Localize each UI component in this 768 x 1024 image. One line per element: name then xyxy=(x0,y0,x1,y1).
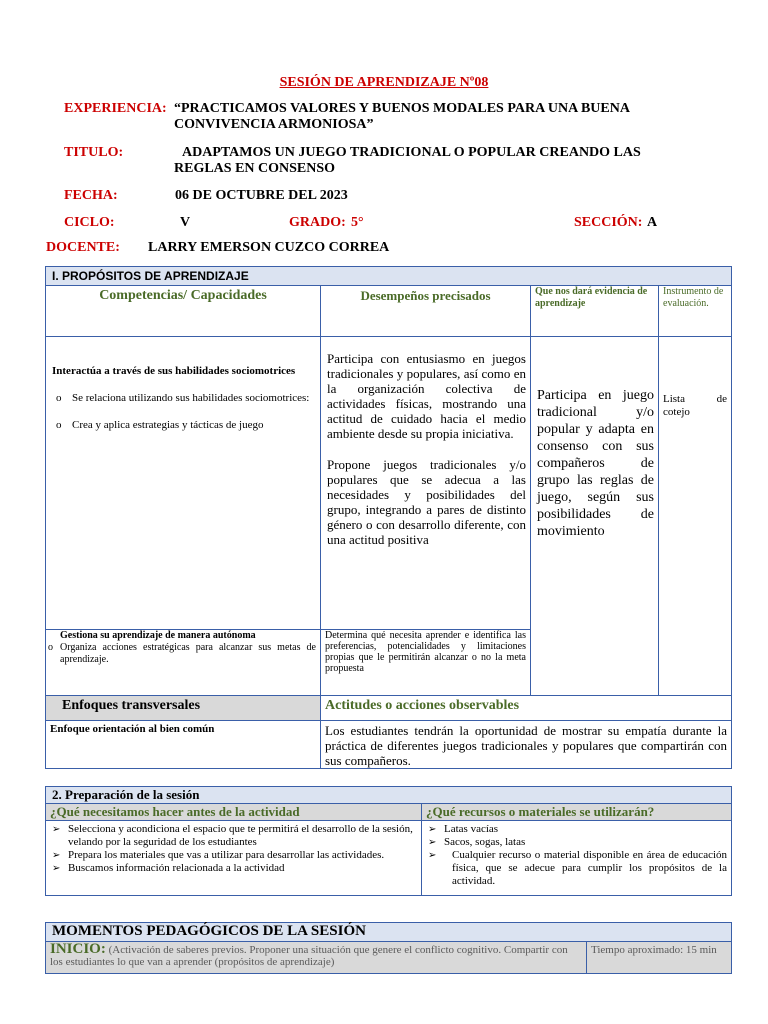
resource-item-3: ➢ Cualquier recurso o material disponible en área de educación física, que se adecue para cumplir los propósitos de la actividad. xyxy=(426,849,727,888)
before-item-3: ➢ Buscamos información relacionada a la actividad xyxy=(50,862,417,875)
inicio-label: INICIO: xyxy=(50,941,106,957)
capacidad-2: o Crea y aplica estrategias y tácticas de juego xyxy=(52,419,316,432)
desempenos-1 xyxy=(321,337,531,630)
competencia-1 xyxy=(46,337,321,630)
grado-value: 5° xyxy=(351,215,364,230)
instrumento-cell xyxy=(659,337,732,696)
actitudes-header: Actitudes o acciones observables xyxy=(321,696,732,721)
inicio-cell xyxy=(46,942,587,974)
resource-item-2: ➢ Sacos, sogas, latas xyxy=(426,836,727,849)
experiencia-label: EXPERIENCIA: xyxy=(64,101,167,116)
enfoque-cell: Enfoque orientación al bien común xyxy=(46,721,321,769)
docente-value: LARRY EMERSON CUZCO CORREA xyxy=(148,240,390,255)
inicio-text: (Activación de saberes previos. Proponer una situación que genere el conflicto cognitivo. Compartir con los estudiantes lo que van a aprender (propósitos de aprendizaje) xyxy=(50,944,568,968)
col-competencias: Competencias/ Capacidades xyxy=(46,286,321,337)
col-instrumento: Instrumento de evaluación. xyxy=(659,286,732,337)
before-item-1: ➢ Selecciona y acondiciona el espacio que te permitirá el desarrollo de la sesión, velando por la seguridad de los estudiantes xyxy=(50,823,417,849)
section3-title: MOMENTOS PEDAGÓGICOS DE LA SESIÓN xyxy=(46,923,732,942)
titulo-label: TITULO: xyxy=(64,145,124,160)
titulo-value: ADAPTAMOS UN JUEGO TRADICIONAL O POPULAR CREANDO LAS REGLAS EN CONSENSO xyxy=(174,145,641,176)
actitud-cell: Los estudiantes tendrán la oportunidad de mostrar su empatía durante la práctica de diferentes juegos tradicionales y populares que compartirán con sus compañeros. xyxy=(321,721,732,769)
moments-table xyxy=(45,922,732,974)
resources-header: ¿Qué recursos o materiales se utilizarán? xyxy=(422,804,732,821)
session-title: SESIÓN DE APRENDIZAJE Nº08 xyxy=(279,75,489,90)
desempeno-2: Propone juegos tradicionales y/o populares que se adecua a las necesidades y posibilidades del grupo, integrando a pares de distinto género o con desarrollo diferente, con una actitud positiva xyxy=(327,457,526,547)
experiencia-value: “PRACTICAMOS VALORES Y BUENOS MODALES PARA UNA BUENA CONVIVENCIA ARMONIOSA” xyxy=(174,101,630,132)
tiempo-cell: Tiempo aproximado: 15 min xyxy=(587,942,732,974)
before-activity-list xyxy=(46,821,422,896)
capacidad-1: o Se relaciona utilizando sus habilidades sociomotrices: xyxy=(52,392,316,405)
section2-title: 2. Preparación de la sesión xyxy=(46,787,732,804)
preparation-table xyxy=(45,786,732,896)
desempeno-1: Participa con entusiasmo en juegos tradicionales y populares, así como en la organización colectiva de actividades físicas, mostrando una actitud de cuidado hacia el medio ambiente desde su propia iniciativa. xyxy=(327,351,526,441)
col-desempenos: Desempeños precisados xyxy=(321,286,531,337)
ciclo-value: V xyxy=(180,215,191,230)
grado-label: GRADO: xyxy=(289,215,346,230)
purposes-table xyxy=(45,266,732,769)
fecha-value: 06 DE OCTUBRE DEL 2023 xyxy=(175,188,348,203)
competencia-2-cap: o Organiza acciones estratégicas para alcanzar sus metas de aprendizaje. xyxy=(48,642,316,665)
resource-item-1: ➢ Latas vacías xyxy=(426,823,727,836)
evidencia-cell xyxy=(531,337,659,696)
before-item-2: ➢ Prepara los materiales que vas a utilizar para desarrollar las actividades. xyxy=(50,849,417,862)
competencia-1-title: Interactúa a través de sus habilidades sociomotrices xyxy=(52,365,296,377)
enfoques-header: Enfoques transversales xyxy=(46,696,321,721)
fecha-label: FECHA: xyxy=(64,188,118,203)
docente-label: DOCENTE: xyxy=(46,240,120,255)
evidencia-text: Participa en juego tradicional y/o popular y adapta en consenso con sus compañeros de grupo las reglas de juego, según sus posibilidades de movimiento xyxy=(537,388,654,539)
seccion-label: SECCIÓN: xyxy=(574,215,643,230)
instrumento-text: Lista de cotejo xyxy=(663,393,728,418)
ciclo-label: CICLO: xyxy=(64,215,115,230)
before-activity-header: ¿Qué necesitamos hacer antes de la actividad xyxy=(46,804,422,821)
col-evidencia: Que nos dará evidencia de aprendizaje xyxy=(531,286,659,337)
seccion-value: A xyxy=(647,215,658,230)
section1-title: I. PROPÓSITOS DE APRENDIZAJE xyxy=(46,267,732,286)
desempeno-3: Determina qué necesita aprender e identifica las preferencias, potencialidades y limitaciones propias que le permitirán alcanzar o no la meta propuesta xyxy=(321,630,531,696)
competencia-2 xyxy=(46,630,321,696)
resources-list xyxy=(422,821,732,896)
competencia-2-title: Gestiona su aprendizaje de manera autónoma xyxy=(60,630,256,641)
